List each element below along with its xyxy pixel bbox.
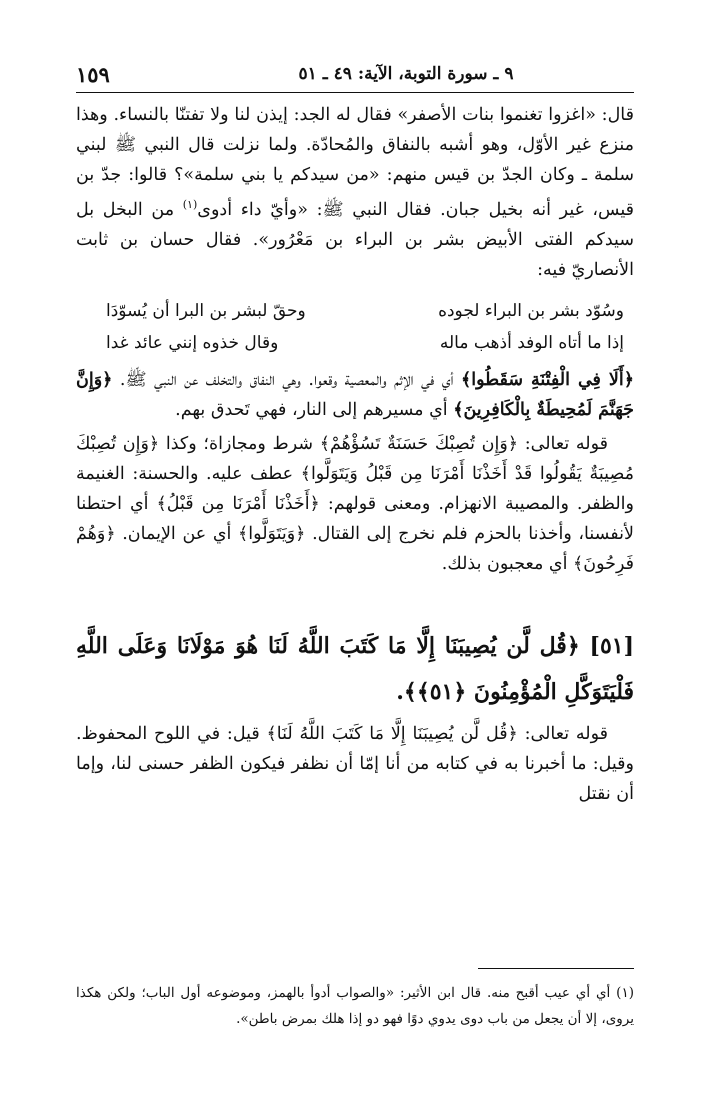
page-header [76,60,634,93]
paragraph-1 [76,100,634,285]
verse-heading: [٥١] ﴿قُل لَّن يُصِيبَنَا إِلَّا مَا كَتَبَ اللَّهُ لَنَا هُوَ مَوْلَانَا وَعَلَى اللَّهِ فَلْيَتَوَكَّلِ الْمُؤْمِنُونَ ﴿٥١﴾﴾. [76,632,634,705]
footnote-divider [478,968,634,969]
paragraph-3: قوله تعالى: ﴿وَإِن تُصِبْكَ حَسَنَةٌ تَسُؤْهُمْ﴾ شرط ومجازاة؛ وكذا ﴿وَإِن تُصِبْكَ مُصِيبَةٌ يَقُولُوا قَدْ أَخَذْنَا أَمْرَنَا مِن قَبْلُ وَيَتَوَلَّوا﴾ عطف عليه. والحسنة: الغنيمة والظفر. والمصيبة الانهزام. ومعنى قولهم: ﴿أَخَذْنَا أَمْرَنَا مِن قَبْلُ﴾ أي احتطنا لأنفسنا، وأخذنا بالحزم فلم نخرج إلى القتال. ﴿وَيَتَوَلَّوا﴾ أي عن الإيمان. ﴿وَهُمْ فَرِحُونَ﴾ أي معجبون بذلك. [76,433,634,574]
page-number: ١٥٩ [76,62,110,87]
poem-line-2 [76,327,634,359]
paragraph-2-text-b: أي مسيرهم إلى النار، فهي تَحدق بهم. [175,399,454,420]
poem-line-1-first-half: وسُوّد بشر بن البراء لجوده [438,300,624,321]
paragraph-2-text-a: أي في الإثم والمعصية وقعوا. وهي النفاق والتخلف عن النبي ﷺ. [112,369,461,390]
paragraph-1-text: قال: «اغزوا تغنموا بنات الأصفر» فقال له الجد: إيذن لنا ولا تفتنّا بالنساء. وهذا منزع غير الأوّل، وهو أشبه بالنفاق والمُحادّة. ولما نزلت قال النبي ﷺ لبني سلمة ـ وكان الجدّ بن قيس منهم: «من سيدكم يا بني سلمة»؟ قالوا: جدّ بن قيس، غير أنه بخيل جبان. فقال النبي ﷺ: «وأيّ داء أدوى [76,105,634,220]
poem-line-1-second-half: وحقّ لبشر بن البرا أن يُسوّدَا [106,300,306,321]
poem-line-1 [76,295,634,327]
footnote-mark: (١) [182,198,198,211]
quran-quote: ﴿أَلَا فِي الْفِتْنَةِ سَقَطُوا﴾ [460,369,634,390]
paragraph-4: قوله تعالى: ﴿قُل لَّن يُصِيبَنَا إِلَّا مَا كَتَبَ اللَّهُ لَنَا﴾ قيل: في اللوح المحفوظ. وقيل: ما أخبرنا به في كتابه من أنا إمّا أن نظفر فيكون الظفر حسنى لنا، وإما أن نقتل [76,723,634,804]
poem [76,295,634,359]
poem-line-2-first-half: إذا ما أتاه الوفد أذهب ماله [439,332,624,353]
quran-quote: ﴿وَإِنَّ جَهَنَّمَ لَمُحِيطَةٌ بِالْكَافِرِينَ﴾ [76,369,634,420]
poem-line-2-second-half: وقال خذوه إنني عائد غدا [106,332,279,353]
paragraph-1-end: من البخل بل سيدكم الفتى الأبيض بشر بن البراء بن مَعْرُور». فقال حسان بن ثابت الأنصاريّ فيه: [76,199,634,280]
running-title: ٩ ـ سورة التوبة، الآية: ٤٩ ـ ٥١ [298,64,514,84]
paragraph-2 [76,365,634,425]
main-text [76,100,634,809]
footnote: (١) أي أي عيب أقبح منه. قال ابن الأثير: «والصواب أدوأ بالهمز، وموضوعه أول الباب؛ ولكن هكذا يروى، إلا أن يجعل من باب دوى يدوي دوًا فهو دو إذا هلك بمرض باطن». [76,985,634,1027]
